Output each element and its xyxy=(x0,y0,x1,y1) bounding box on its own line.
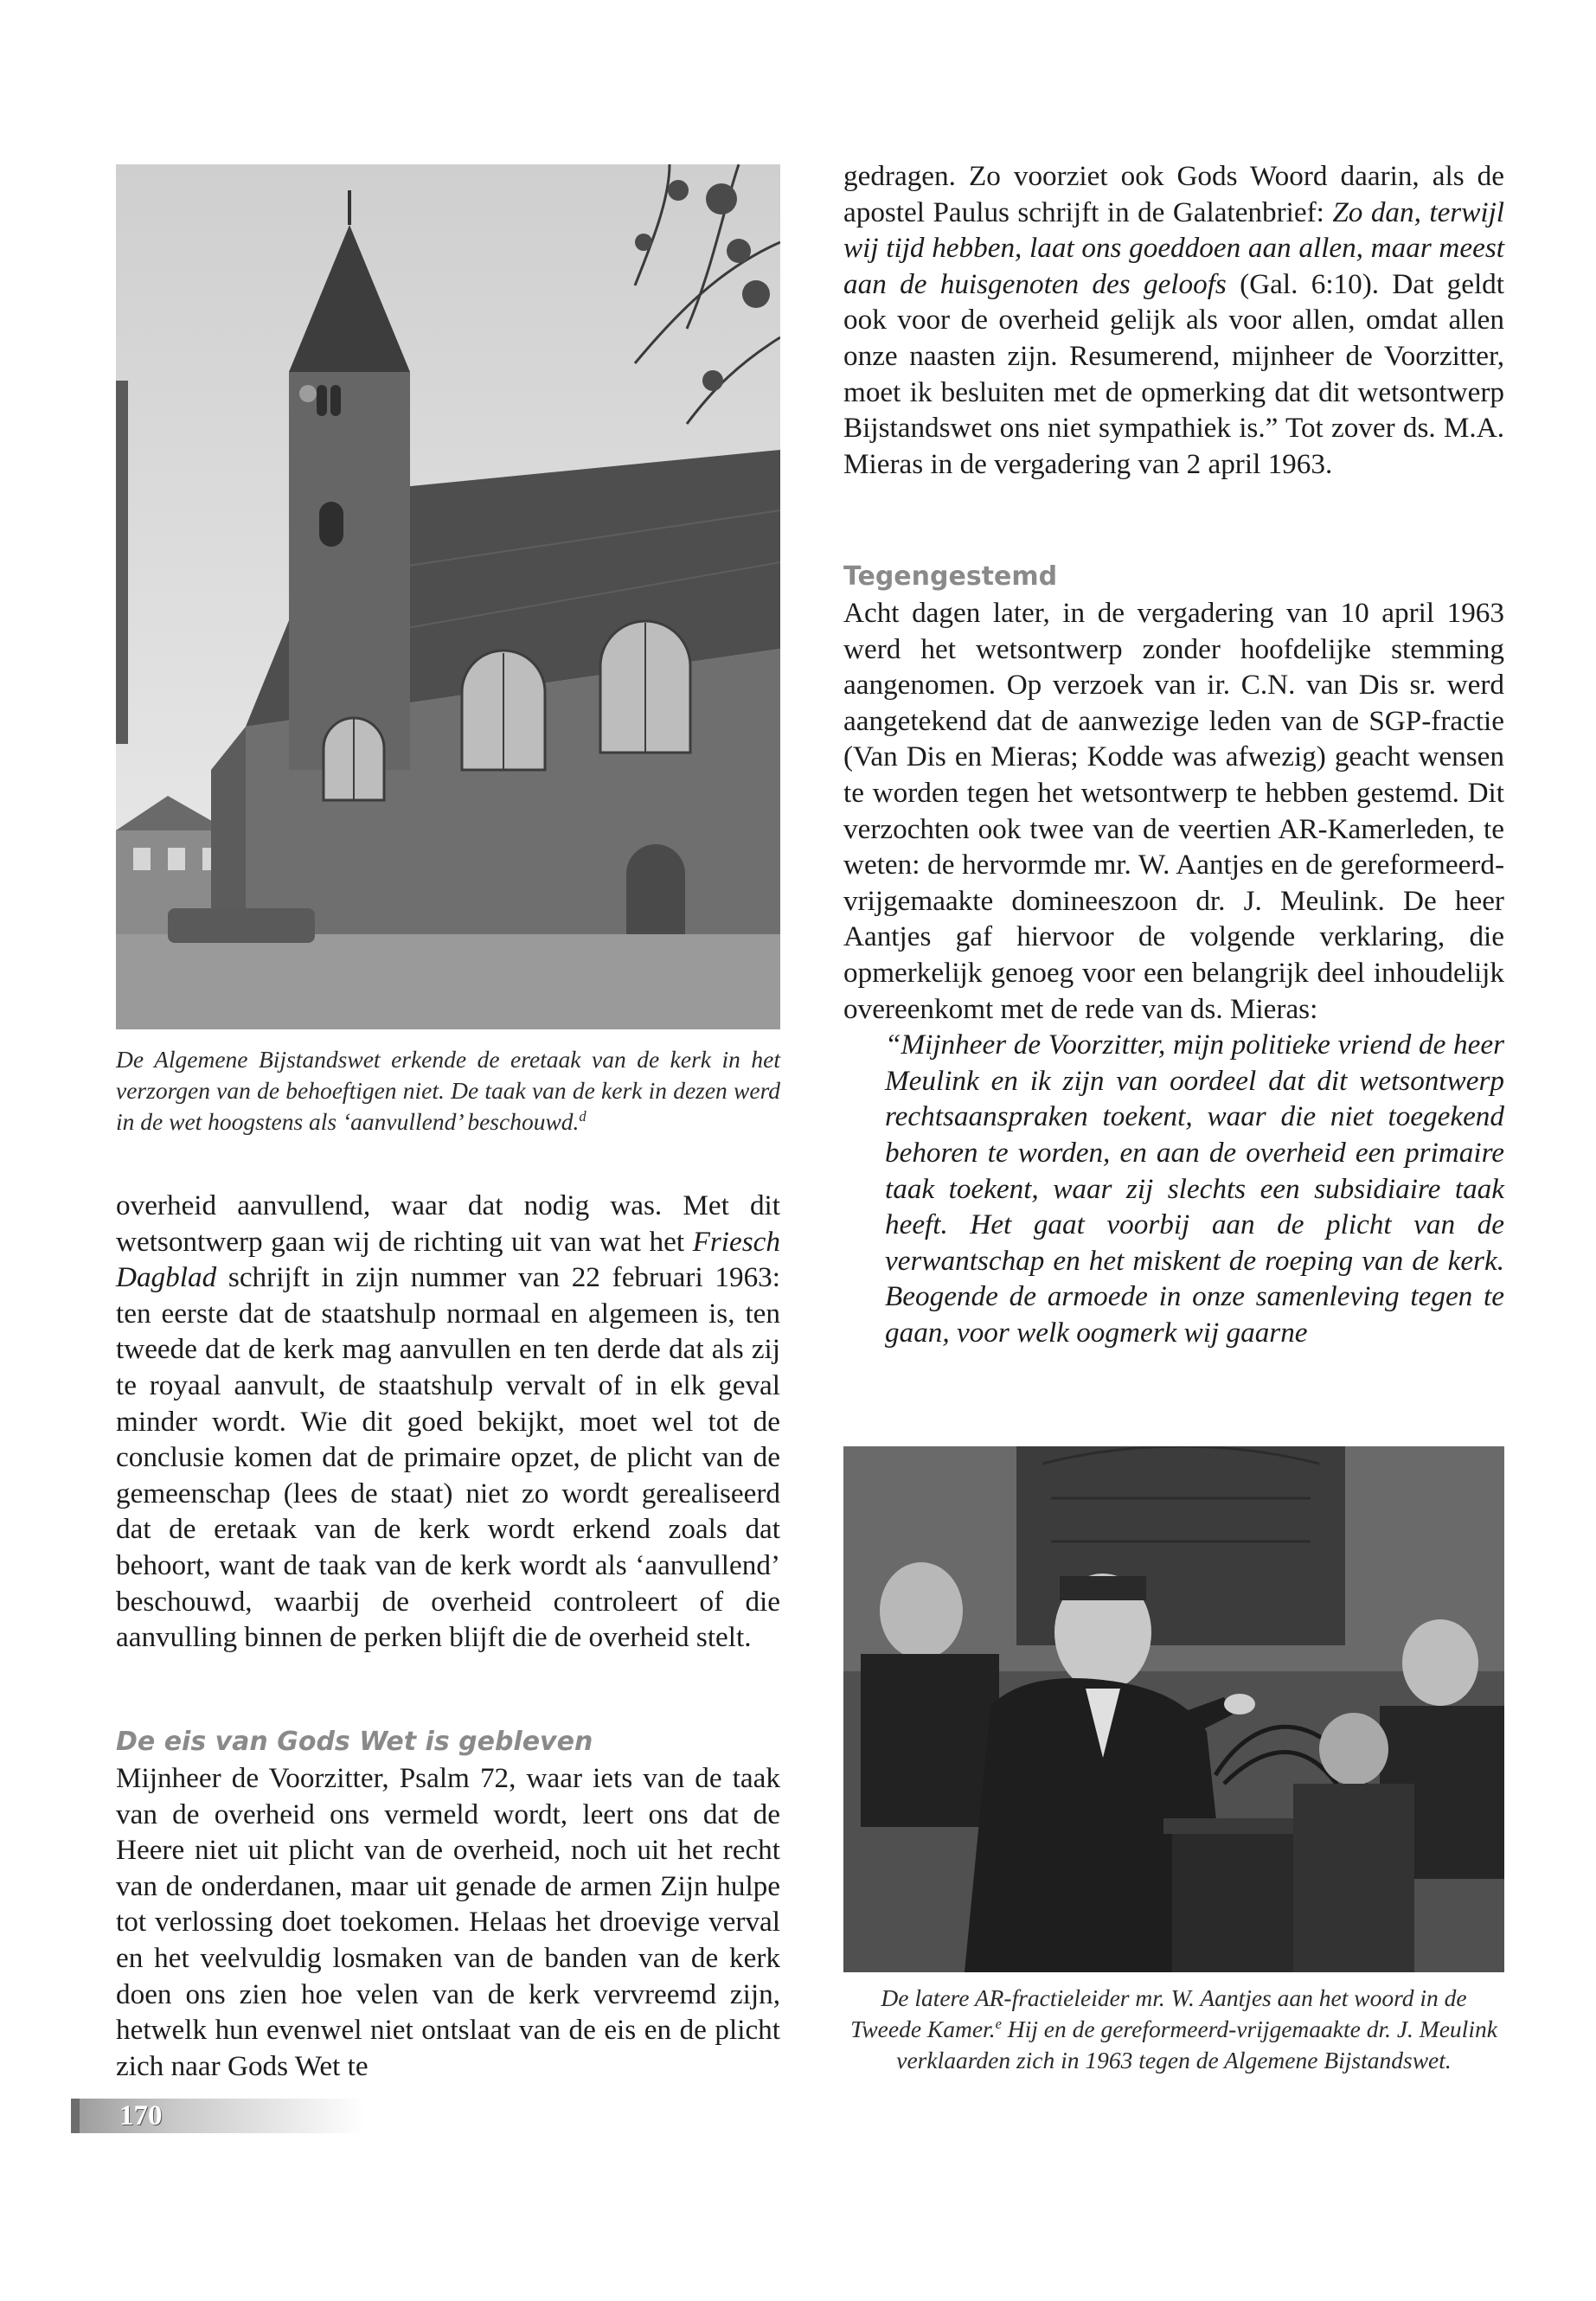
left-paragraph-2-text: Mijnheer de Voorzitter, Psalm 72, waar iets van de taak van de overheid ons vermeld wordt, leert ons dat de Heere niet uit plicht van de overheid, noch uit het recht van de onderdanen, maar uit genade de armen Zijn hulpe tot verlossing doet toekomen. Helaas het droevige verval en het veelvuldig losmaken van de banden van de kerk doen ons zien hoe velen van de kerk vervreemd zijn, hetwelk hun evenwel niet ontslaat van de eis en de plicht zich naar Gods Wet te xyxy=(116,1762,780,2082)
speaker-photo xyxy=(843,1446,1504,1972)
speaker-photo-caption-part1: De latere AR-fractieleider mr. W. Aantjes aan het woord in de Tweede Kamer. xyxy=(850,1984,1467,2042)
right-paragraph-2-text: Acht dagen later, in de vergadering van 10 april 1963 werd het wetsontwerp zonder hoofdelijke stemming aangenomen. Op verzoek van ir. C.N. van Dis sr. werd aangetekend dat de aanwezige leden van de SGP-fractie (Van Dis en Mieras; Kodde was afwezig) geacht wensen te worden tegen het wetsontwerp te hebben gestemd. Dit verzochten ook twee van de veertien AR-Kamerleden, te weten: de hervormde mr. W. Aantjes en de gereformeerd-vrijgemaakte domineeszoon dr. J. Meulink. De heer Aantjes gaf hiervoor de volgende verklaring, die opmerkelijk genoeg voor een belangrijk deel inhoudelijk overeenkomt met de rede van ds. Mieras: xyxy=(843,597,1504,1025)
left-paragraph-2 xyxy=(116,1760,780,2084)
right-paragraph-1 xyxy=(843,158,1504,482)
church-photo-caption xyxy=(116,1044,780,1138)
left-paragraph-1 xyxy=(116,1188,780,1656)
left-paragraph-1-part2: schrijft in zijn nummer van 22 februari 1963: ten eerste dat de staatshulp normaal en algemeen is, ten tweede dat de kerk mag aanvullen en ten derde dat als zij te royaal aanvult, de staatshulp vervalt of in elk geval minder wordt. Wie dit goed bekijkt, moet wel tot de conclusie komen dat de primaire opzet, de plicht van de gemeenschap (lees de staat) niet zo wordt gerealiseerd dat de eretaak van de kerk wordt erkend zoals dat behoort, want de taak van de kerk wordt als ‘aanvullend’ beschouwd, waarbij de overheid controleert of die aanvulling binnen de perken blijft die de overheid stelt. xyxy=(116,1261,780,1654)
page-number-bar xyxy=(71,2099,365,2133)
speaker-photo-caption xyxy=(843,1983,1504,2076)
right-paragraph-1-part1: gedragen. Zo voorziet ook Gods Woord daarin, als de apostel Paulus schrijft in de Galatenbrief: xyxy=(843,160,1504,228)
right-paragraph-1-part2: (Gal. 6:10). Dat geldt ook voor de overheid gelijk als voor allen, omdat allen onze naasten zijn. Resumerend, mijnheer de Voorzitter, moet ik besluiten met de opmerking dat dit wetsontwerp Bijstandswet ons niet sympathiek is.” Tot zover ds. M.A. Mieras in de vergadering van 2 april 1963. xyxy=(843,267,1504,480)
page-number-tick xyxy=(71,2099,80,2133)
speaker-photo-caption-note: e xyxy=(995,2015,1002,2032)
section-heading-gods-wet: De eis van Gods Wet is gebleven xyxy=(116,1727,593,1757)
bible-quote: Zo dan, terwijl wij tijd hebben, laat ons goeddoen aan allen, maar meest aan de huisgenoten des geloofs xyxy=(843,195,1505,300)
right-paragraph-2 xyxy=(843,595,1504,1350)
section-heading-tegengestemd: Tegengestemd xyxy=(843,561,1058,592)
church-photo-caption-text: De Algemene Bijstandswet erkende de eretaak van de kerk in het verzorgen van de behoeftigen niet. De taak van de kerk in dezen werd in de wet hoogstens als ‘aanvullend’ beschouwd. xyxy=(116,1046,780,1135)
church-photo xyxy=(116,164,780,1029)
speaker-photo-caption-part2: Hij en de gereformeerd-vrijgemaakte dr. J. Meulink verklaarden zich in 1963 tegen de Algemene Bijstandswet. xyxy=(896,2016,1497,2073)
aantjes-quote: “Mijnheer de Voorzitter, mijn politieke vriend de heer Meulink en ik zijn van oordeel dat dit wetsontwerp rechtsaanspraken toekent, waar die niet toegekend behoren te worden, en aan de overheid een primaire taak toekent, waar zij slechts een subsidiaire taak heeft. Het gaat voorbij aan de plicht van de verwantschap en het miskent de roeping van de kerk. Beogende de armoede in onze samenleving tegen te gaan, voor welk oogmerk wij gaarne xyxy=(885,1029,1504,1349)
church-photo-caption-note: d xyxy=(579,1107,586,1125)
newspaper-title: Friesch Dagblad xyxy=(116,1225,780,1294)
left-paragraph-1-part1: overheid aanvullend, waar dat nodig was. Met dit wetsontwerp gaan wij de richting uit van wat het xyxy=(116,1189,780,1258)
page-number: 170 xyxy=(119,2100,163,2131)
